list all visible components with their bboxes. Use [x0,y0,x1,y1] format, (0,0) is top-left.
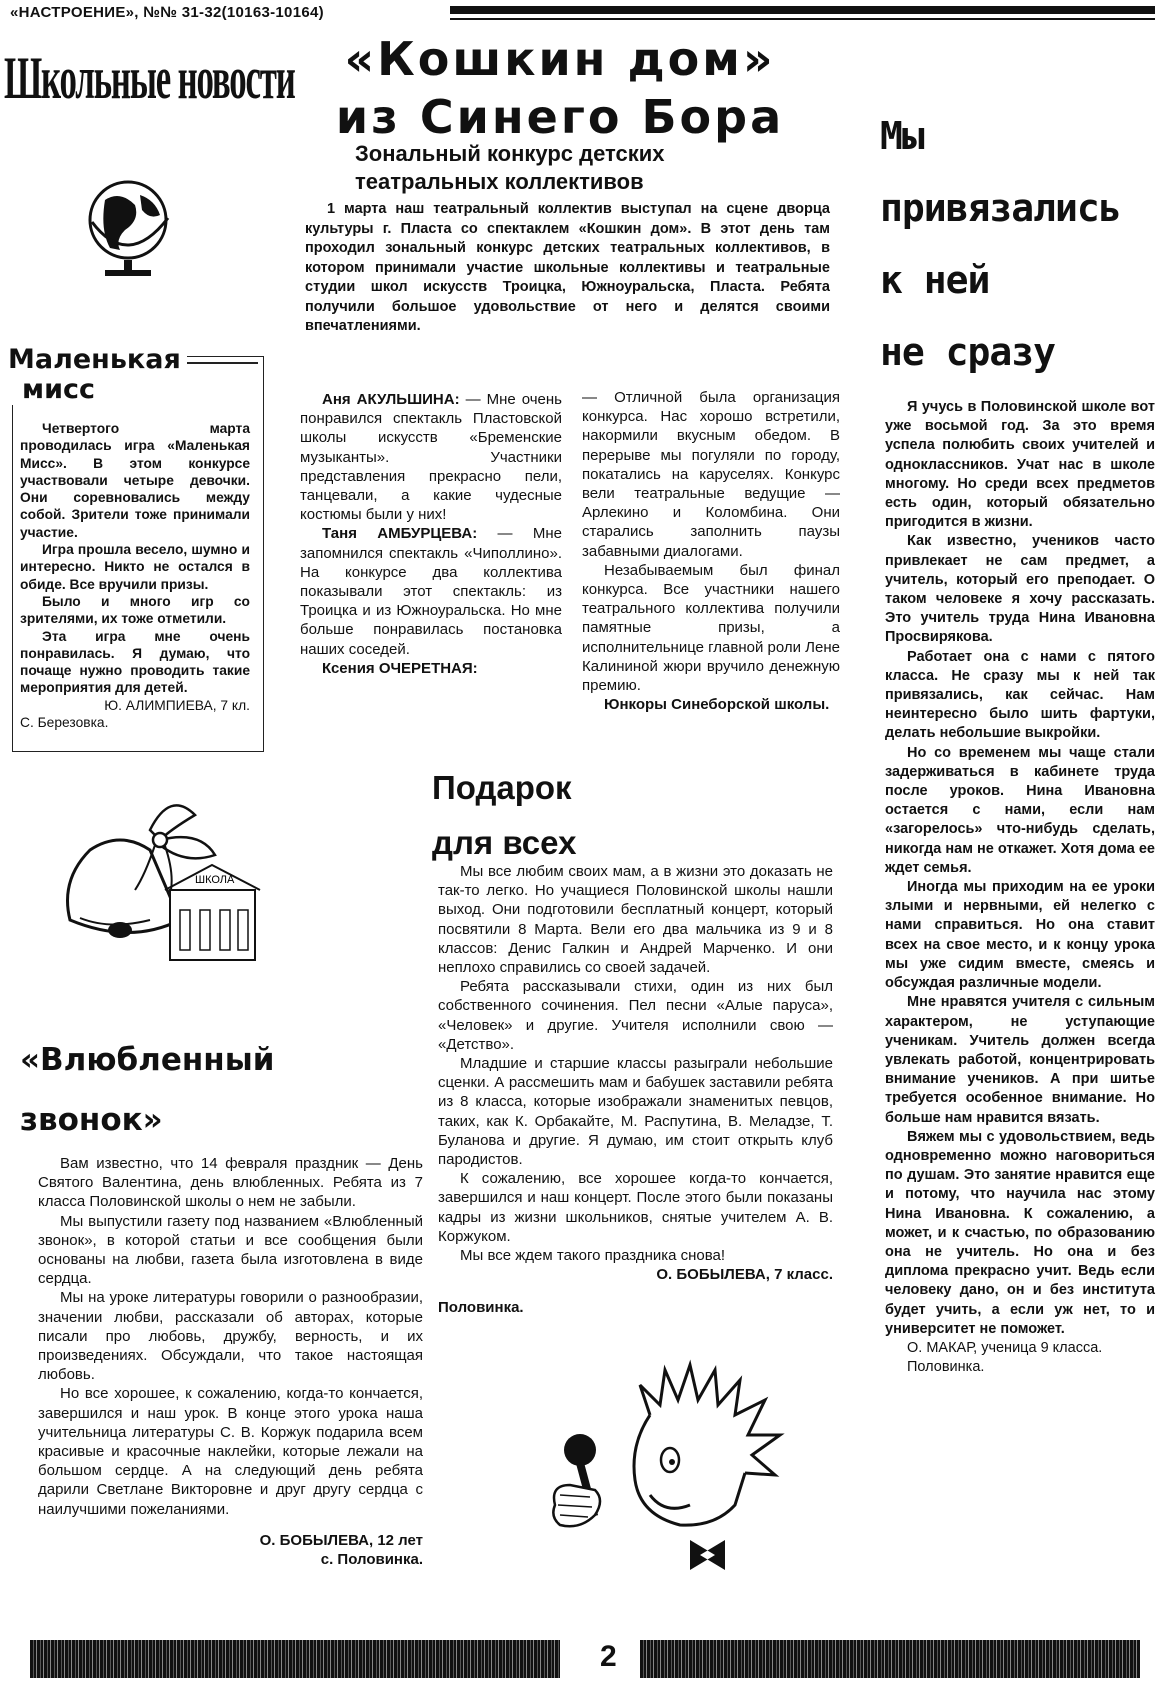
speaker-name: Таня АМБУРЦЕВА: [322,525,478,543]
paragraph: Я учусь в Половинской школе вот уже восьмой год. За это время успела полюбить своих учителей и одноклассников. Учат нас в школе многому. Но среди всех предметов есть один, который обязательно пригодится в жизни. [885,399,1155,531]
article-signature: Юнкоры Синеборской школы. [604,696,830,714]
paragraph [300,390,562,524]
paragraph: Четвертого марта проводилась игра «Маленькая Мисс». В этом конкурсе участвовали четыре девочки. Они соревновались между собой. Зрители тоже принимали участие. [20,421,250,540]
right-title-line: к ней [880,258,990,302]
right-title-line: привязались [880,186,1121,230]
love-title-line: «Влюбленный [20,1042,275,1078]
gift-signature: О. БОБЫЛЕВА, 7 класс. [656,1266,833,1284]
paragraph: Иногда мы приходим на ее уроки злыми и нервными, ей нелегко с нами справиться. Но она ставит всех на свое место, и к концу урока мы уже сидим вместе, смеясь и обсуждая различные модели. [885,879,1155,992]
right-signature-place: Половинка. [907,1359,985,1376]
miss-article-text [20,420,250,731]
love-signature: О. БОБЫЛЕВА, 12 лет [259,1531,423,1549]
main-column-2 [582,388,840,714]
main-column-1 [300,390,562,678]
speaker-name: Аня АКУЛЬШИНА: [322,391,460,408]
main-title-line-1: «Кошкин дом» [344,32,776,86]
bell-school-label: ШКОЛА [195,874,235,886]
issue-header: «НАСТРОЕНИЕ», №№ 31-32(10163-10164) [10,4,324,21]
miss-title-rule [176,362,258,364]
gift-title-line: для всех [432,824,577,861]
paragraph: — Отличной была организация конкурса. Нас хорошо встретили, накормили вкусным обедом. В перерыве мы погуляли по городу, покатались на каруселях. Конкурс вели театральные ведущие — Арлекино и Коломбина. Они старались заполнить паузы забавными диалогами. [582,389,840,560]
paragraph [300,524,562,658]
main-lead: 1 марта наш театральный коллектив выступал на сцене дворца культуры г. Пласта со спектаклем «Кошкин дом». В этот день там проходил зональный конкурс детских театральных коллективов, в котором принимали участие школьные коллективы и театральные студии школ искусств Троицка, Южноуральска, Пласта. Ребята получили большое удовольствие от него и делятся своими впечатлениями. [305,201,830,334]
bell-illustration [50,770,270,970]
gift-article-text [438,862,833,1318]
footer-bar-right [640,1640,1140,1678]
miss-title [8,345,187,405]
right-title-line: не сразу [880,330,1056,374]
main-subtitle: Зональный конкурс детских театральных коллективов [355,141,665,194]
paragraph: Как известно, учеников часто привлекает не сам предмет, а учитель, который его преподает. О таком человеке я хочу рассказать. Это учитель труда Нина Ивановна Просвирякова. [885,533,1155,646]
main-title [300,30,820,146]
paragraph: Но все хорошее, к сожалению, когда-то кончается, завершился и наш урок. В конце этого урока наша учительница литературы С. В. Коржук подарила всем красивые и красочные наклейки, которые лежали на большом сердце. А на следующий день ребята дарили Светлане Викторовне и друг другу сердца с наилучшими пожеланиями. [38,1385,423,1518]
paragraph: Эта игра мне очень понравилась. Я думаю, что почаще нужно проводить такие мероприятия для детей. [20,628,250,696]
main-title-line-2: из Синего Бора [335,90,785,144]
love-title-line: звонок» [20,1102,163,1138]
paragraph: Мне нравятся учителя с сильным характером, не уступающие ученикам. Учитель должен всегда увлекать работой, концентрировать внимание учеников. А при шитье требуется особенное внимание. Но больше нам нравится вязать. [885,994,1155,1126]
paragraph: Незабываемым был финал конкурса. Все участники нашего театрального коллектива получили памятные призы, а исполнительнице главной роли Лене Калининой жюри вручило денежную премию. [582,561,840,695]
globe-icon [80,170,180,280]
paragraph: К сожалению, все хорошее когда-то кончается, завершился и наш концерт. После этого были показаны кадры из жизни школьников, снятые учителем А. В. Коржуком. [438,1170,833,1245]
speaker-name: Ксения ОЧЕРЕТНАЯ: [322,659,478,677]
header-rule [450,6,1155,14]
footer-bar-left [30,1640,560,1678]
paragraph: Было и много игр со зрителями, их тоже отметили. [20,593,250,627]
paragraph [300,659,562,678]
miss-signature: Ю. АЛИМПИЕВА, 7 кл. [104,697,250,713]
paragraph: Младшие и старшие классы разыграли небольшие сценки. А рассмешить мам и бабушек заставили ребята из 8 класса, которые изображали знаменитых певцов, таких, как К. Орбакайте, М. Распутина, В. Меладзе, Т. Буланова и другие. Я думаю, им стоит открыть клуб пародистов. [438,1055,833,1169]
paragraph: Игра прошла весело, шумно и интересно. Никто не остался в обиде. Все вручили призы. [20,542,250,592]
paragraph: Вяжем мы с удовольствием, ведь одновременно можно наговориться по душам. Это занятие нравится еще и потому, что научила нас этому Нина Ивановна. К сожалению, а может, и к счастью, по образованию она не учитель. Но она и без диплома прекрасно учит. Ведь если человеку дано, он и без института будет учить, а если уж нет, то и университет не поможет. [885,1128,1155,1337]
miss-title-line-1: Маленькая [8,344,181,375]
paragraph-text: — Мне очень понравился спектакль Пластовской школы искусств «Бременские музыканты». Участники представления прекрасно пели, танцевали, а какие чудесные костюмы были у них! [300,391,562,524]
love-article-title [20,1030,274,1150]
page-number: 2 [600,1640,617,1673]
paragraph: Ребята рассказывали стихи, один из них был собственного сочинения. Пел песни «Алые паруса», «Человек» и другие. Учителя исполнили свою — «Детство». [438,978,833,1053]
gift-article-title [432,760,576,870]
gift-title-line: Подарок [432,769,572,806]
love-signature-place: с. Половинка. [320,1551,423,1569]
right-title-line: Мы [880,114,924,158]
miss-title-line-2: мисс [22,374,95,405]
paragraph-text: — Мне запомнился спектакль «Чиполлино». На конкурсе два коллектива показывали этот спектакль: из Троицка и из Южноуральска. Но мне больше понравилась постановка наших соседей. [300,525,562,658]
love-article-text [38,1154,423,1569]
singer-illustration [540,1355,820,1595]
gift-signature-place: Половинка. [438,1299,524,1317]
paragraph: Мы на уроке литературы говорили о разнообразии, значении любви, рассказали об авторах, которые писали про любовь, дружбу, верность, и их произведениях. Обсуждали, что такое настоящая любовь. [38,1289,423,1384]
right-signature: О. МАКАР, ученица 9 класса. [907,1339,1103,1356]
paragraph: Но со временем мы чаще стали задерживаться в кабинете труда после уроков. Нина Ивановна остается с нами, если нам «загорелось» что-нибудь сделать, никогда нам не откажет. Хотя дома ее ждет семья. [885,744,1155,876]
right-article-title [880,100,1140,388]
miss-signature-place: С. Березовка. [20,715,109,731]
paragraph: Вам известно, что 14 февраля праздник — День Святого Валентина, день влюбленных. Ребята из 7 класса Половинской школы о нем не забыли. [38,1155,423,1211]
header-rule-thin [450,18,1155,20]
right-article-text [885,398,1155,1377]
paragraph: Мы все любим своих мам, а в жизни это доказать не так-то легко. Но учащиеся Половинской школы нашли выход. Они подготовили бесплатный концерт, который посвятили 8 Марта. Вели его два мальчика из 9 и 8 классов: Денис Галкин и Андрей Марченко. И они неплохо справились со своей задачей. [438,863,833,977]
paragraph: Работает она с нами с пятого класса. Не сразу мы к ней так привязались, как сейчас. Нам неинтересно было шить фартуки, делать небольшие выкройки. [885,648,1155,742]
rubric-title: Школьные новости [4,45,295,111]
paragraph: Мы все ждем такого праздника снова! [460,1247,726,1265]
paragraph: Мы выпустили газету под названием «Влюбленный звонок», в которой статьи и все сообщения были основаны на любви, газета была изготовлена в виде сердца. [38,1212,423,1288]
